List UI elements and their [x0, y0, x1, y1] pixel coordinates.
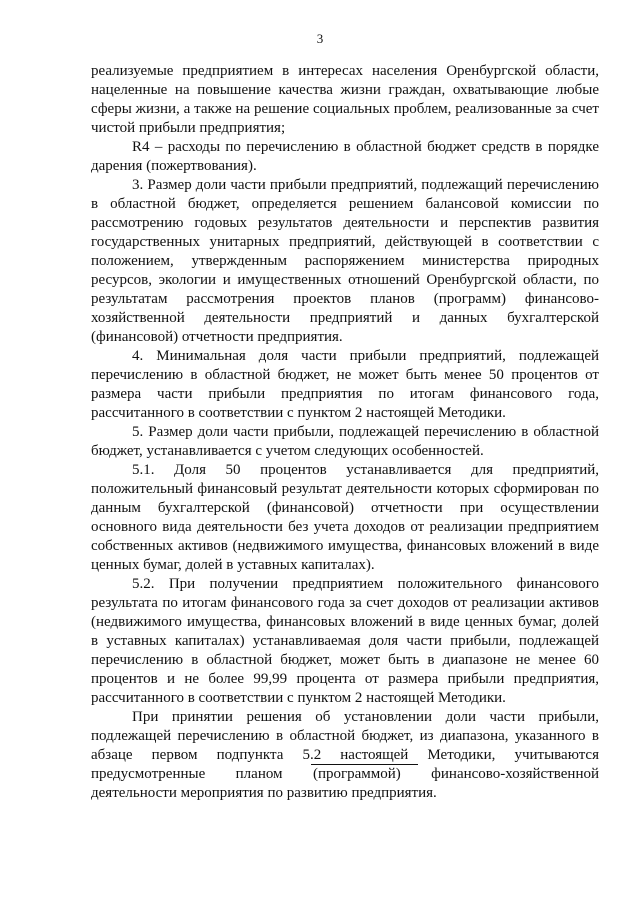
paragraph-decision: При принятии решения об установлении доли части прибыли, подлежащей перечислению в областной бюджет, из диапазона, указанного в абзаце первом подпункта 5.2 настоящей Методики, учитываются предусмотренные планом (программой) финансово-хозяйственной деятельности мероприятия по развитию предприятия.: [91, 709, 599, 801]
paragraph-item-3: 3. Размер доли части прибыли предприятий, подлежащий перечислению в областной бюджет, определяется решением балансовой комиссии по рассмотрению годовых результатов деятельности и перспектив развития государственных унитарных предприятий, действующей в соответствии с положением, утвержденным распоряжением министерства природных ресурсов, экологии и имущественных отношений Оренбургской области, по результатам рассмотрения проектов планов (программ) финансово-хозяйственной деятельности предприятий и данных бухгалтерской (финансовой) отчетности предприятия.: [91, 177, 599, 345]
paragraph-item-5-1: 5.1. Доля 50 процентов устанавливается для предприятий, положительный финансовый результат деятельности которых сформирован по данным бухгалтерской (финансовой) отчетности при осуществлении основного вида деятельности без учета доходов от реализации предприятием собственных активов (недвижимого имущества, финансовых вложений в виде ценных бумаг, долей в уставных капиталах).: [91, 462, 599, 573]
page-number: 3: [316, 31, 324, 46]
document-body: [91, 62, 599, 803]
paragraph-continuation: реализуемые предприятием в интересах населения Оренбургской области, нацеленные на повышение качества жизни граждан, охватывающие любые сферы жизни, а также на решение социальных проблем, реализованные за счет чистой прибыли предприятия;: [91, 63, 599, 136]
paragraph-item-5-2: 5.2. При получении предприятием положительного финансового результата по итогам финансового года за счет доходов от реализации активов (недвижимого имущества, финансовых вложений в виде ценных бумаг, долей в уставных капиталах) устанавливаемая доля части прибыли, подлежащей перечислению в областной бюджет, может быть в диапазоне не менее 60 процентов и не более 99,99 процента от размера прибыли предприятия, рассчитанного в соответствии с пунктом 2 настоящей Методики.: [91, 576, 599, 706]
paragraph-r4: R4 – расходы по перечислению в областной бюджет средств в порядке дарения (пожертвования).: [91, 139, 599, 174]
end-divider-line: [311, 764, 418, 765]
paragraph-item-4: 4. Минимальная доля части прибыли предприятий, подлежащей перечислению в областной бюджет, не может быть менее 50 процентов от размера части прибыли предприятия по итогам финансового года, рассчитанного в соответствии с пунктом 2 настоящей Методики.: [91, 348, 599, 421]
paragraph-item-5: 5. Размер доли части прибыли, подлежащей перечислению в областной бюджет, устанавливается с учетом следующих особенностей.: [91, 424, 599, 459]
